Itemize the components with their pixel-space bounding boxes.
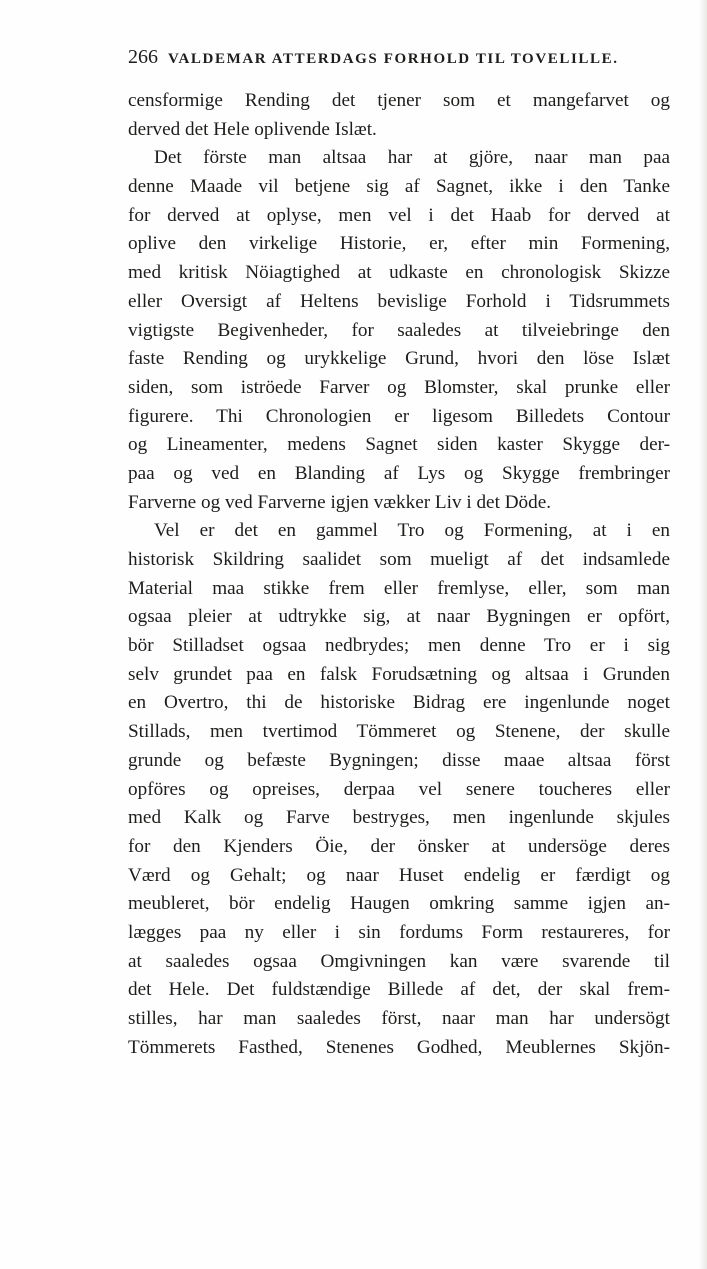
text-line: oplive den virkelige Historie, er, efter min Formening, <box>128 233 670 255</box>
text-line: stilles, har man saaledes först, naar man har undersögt <box>128 1008 670 1029</box>
text-line: for derved at oplyse, men vel i det Haab for derved at <box>128 204 670 226</box>
text-line: faste Rending og urykkelige Grund, hvori den löse Islæt <box>128 348 670 370</box>
paragraph-start-line: Vel er det en gammel Tro og Formening, at i en <box>154 520 670 542</box>
text-line: paa og ved en Blanding af Lys og Skygge frembringer <box>128 462 670 484</box>
text-line: Værd og Gehalt; og naar Huset endelig er færdigt og <box>128 864 670 886</box>
text-line: med Kalk og Farve bestryges, men ingenlunde skjules <box>128 807 670 829</box>
text-line: Material maa stikke frem eller fremlyse, eller, som man <box>128 577 670 599</box>
text-line: vigtigste Begivenheder, for saaledes at tilveiebringe den <box>128 319 670 341</box>
text-line: meubleret, bör endelig Haugen omkring samme igjen an- <box>128 893 670 915</box>
text-line: og Lineamenter, medens Sagnet siden kaster Skygge der- <box>128 434 670 456</box>
paragraph-start-line: Det förste man altsaa har at gjöre, naar man paa <box>154 147 670 169</box>
text-line: at saaledes ogsaa Omgivningen kan være svarende til <box>128 950 670 972</box>
page-number: 266 <box>128 46 158 68</box>
text-line: opföres og opreises, derpaa vel senere toucheres eller <box>128 778 670 800</box>
running-title: VALDEMAR ATTERDAGS FORHOLD TIL TOVELILLE. <box>168 51 619 67</box>
text-line: det Hele. Det fuldstændige Billede af det, der skal frem- <box>128 979 670 1001</box>
text-line: bör Stilladset ogsaa nedbrydes; men denne Tro er i sig <box>128 635 670 657</box>
text-line: siden, som iströede Farver og Blomster, skal prunke eller <box>128 376 670 398</box>
text-line: grunde og befæste Bygningen; disse maae altsaa först <box>128 749 670 771</box>
text-line: eller Oversigt af Heltens bevislige Forhold i Tidsrummets <box>128 290 670 312</box>
text-line: historisk Skildring saalidet som mueligt af det indsamlede <box>128 549 670 570</box>
text-line: for den Kjenders Öie, der önsker at undersöge deres <box>128 835 670 857</box>
text-line: derved det Hele oplivende Islæt. <box>128 118 377 140</box>
running-header <box>128 44 668 70</box>
text-line: Farverne og ved Farverne igjen vækker Liv i det Döde. <box>128 491 552 513</box>
text-line: figurere. Thi Chronologien er ligesom Billedets Contour <box>128 405 670 427</box>
text-line: Tömmerets Fasthed, Stenenes Godhed, Meublernes Skjön- <box>128 1036 670 1058</box>
text-line: lægges paa ny eller i sin fordums Form restaureres, for <box>128 921 670 943</box>
body-text <box>128 87 670 1062</box>
text-line: en Overtro, thi de historiske Bidrag ere ingenlunde noget <box>128 692 670 714</box>
text-line: censformige Rending det tjener som et mangefarvet og <box>128 90 670 111</box>
text-line: denne Maade vil betjene sig af Sagnet, ikke i den Tanke <box>128 176 670 198</box>
text-line: ogsaa pleier at udtrykke sig, at naar Bygningen er opfört, <box>128 606 670 628</box>
text-line: med kritisk Nöiagtighed at udkaste en chronologisk Skizze <box>128 262 670 284</box>
text-line: selv grundet paa en falsk Forudsætning og altsaa i Grunden <box>128 663 670 685</box>
page-edge-shadow <box>699 0 707 1269</box>
text-line: Stillads, men tvertimod Tömmeret og Stenene, der skulle <box>128 721 670 743</box>
